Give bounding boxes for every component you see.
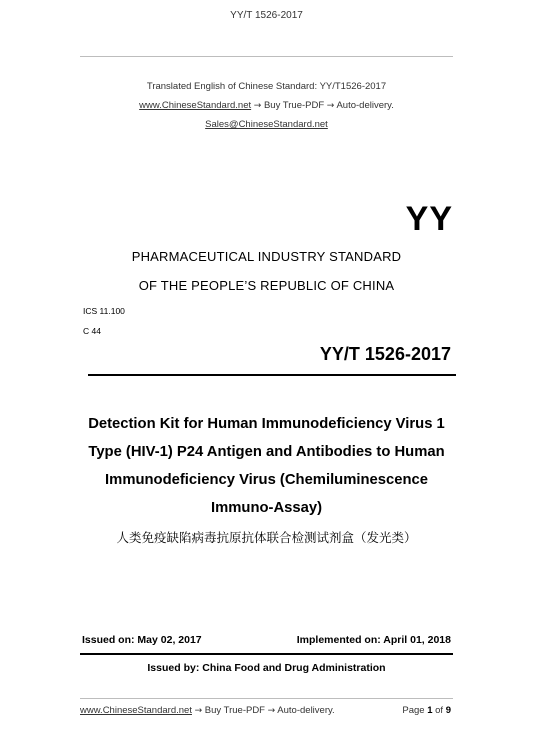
arrow-right-icon: → — [326, 101, 335, 111]
ics-code: ICS 11.100 — [83, 306, 125, 316]
page-of: of — [435, 705, 444, 716]
chinese-title: 人类免疫缺陷病毒抗原抗体联合检测试剂盒（发光类） — [116, 530, 417, 545]
arrow-right-icon: → — [267, 706, 276, 716]
delivery-text: Auto-delivery. — [336, 100, 394, 111]
title-line-1: Detection Kit for Human Immunodeficiency Virus 1 — [88, 416, 445, 432]
footer-delivery-text: Auto-delivery. — [277, 705, 335, 716]
footer-divider — [80, 698, 453, 699]
page-header — [0, 10, 533, 21]
purchase-notice — [0, 100, 533, 111]
footer-buy-text: Buy True-PDF — [204, 705, 265, 716]
arrow-right-icon: → — [194, 706, 203, 716]
standard-heading-line2: OF THE PEOPLE’S REPUBLIC OF CHINA — [138, 278, 395, 293]
issued-date: Issued on: May 02, 2017 — [82, 634, 202, 646]
page-indicator — [402, 705, 451, 716]
ccs-code: C 44 — [83, 326, 101, 336]
email-row — [0, 119, 533, 130]
document-number: YY/T 1526-2017 — [319, 344, 451, 364]
page-total: 9 — [445, 705, 451, 716]
email-link[interactable]: Sales@ChineseStandard.net — [205, 119, 328, 130]
page-current: 1 — [427, 705, 433, 716]
arrow-right-icon: → — [253, 101, 262, 111]
dates-divider — [80, 653, 453, 655]
footer-site-link[interactable]: www.ChineseStandard.net — [80, 705, 192, 716]
title-divider — [88, 374, 456, 376]
buy-text: Buy True-PDF — [263, 100, 325, 111]
brand-mark: YY — [405, 200, 453, 238]
standard-heading-line1: PHARMACEUTICAL INDUSTRY STANDARD — [131, 249, 402, 264]
header-doc-id: YY/T 1526-2017 — [230, 10, 303, 21]
implemented-date: Implemented on: April 01, 2018 — [296, 634, 451, 646]
site-link[interactable]: www.ChineseStandard.net — [139, 100, 252, 111]
footer-purchase-notice — [80, 705, 335, 716]
title-line-3: Immunodeficiency Virus (Chemiluminescence — [105, 472, 428, 488]
title-line-4: Immuno-Assay) — [211, 500, 322, 516]
header-divider — [80, 56, 453, 57]
issuer: Issued by: China Food and Drug Administration — [147, 662, 386, 674]
title-line-2: Type (HIV-1) P24 Antigen and Antibodies to Human — [88, 444, 445, 460]
page-label: Page — [402, 705, 425, 716]
translation-notice: Translated English of Chinese Standard: YY/T1526-2017 — [146, 81, 387, 92]
